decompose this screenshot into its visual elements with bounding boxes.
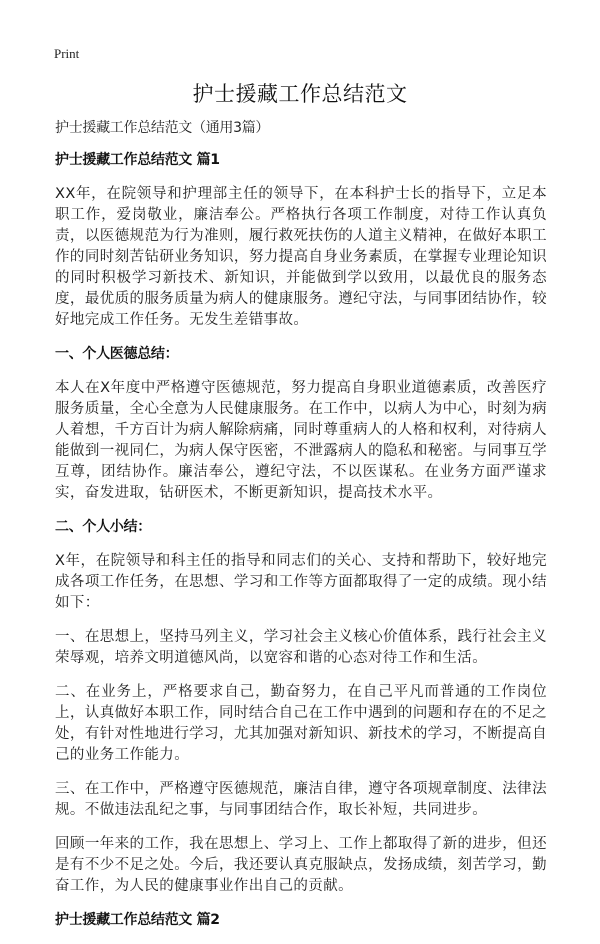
document-subtitle: 护士援藏工作总结范文（通用3篇） <box>55 120 270 136</box>
paragraph: 回顾一年来的工作，我在思想上、学习上、工作上都取得了新的进步，但还是有不少不足之处。今后，我还要认真克服缺点，发扬成绩，刻苦学习，勤奋工作，为人民的健康事业作出自己的贡献。 <box>55 836 547 894</box>
paragraph: 二、在业务上，严格要求自己，勤奋努力，在自己平凡而普通的工作岗位上，认真做好本职工作，同时结合自己在工作中遇到的问题和存在的不足之处，有针对性地进行学习，尤其加强对新知识、新技术的学习，不断提高自己的业务工作能力。 <box>55 684 547 763</box>
section-heading: 护士援藏工作总结范文 篇2 <box>55 912 220 928</box>
document-body <box>55 118 547 944</box>
part-heading: 一、个人医德总结： <box>55 346 179 362</box>
print-label[interactable]: Print <box>54 46 80 61</box>
part-medical-ethics <box>55 344 547 504</box>
paragraph: 一、在思想上，坚持马列主义，学习社会主义核心价值体系，践行社会主义荣辱观，培养文明道德风尚，以宽容和谐的心态对待工作和生活。 <box>55 629 547 666</box>
paragraph: X年，在院领导和科主任的指导和同志们的关心、支持和帮助下，较好地完成各项工作任务，在思想、学习和工作等方面都取得了一定的成绩。现小结如下： <box>55 553 547 611</box>
section-intro-paragraph: XX年，在院领导和护理部主任的领导下，在本科护士长的指导下，立足本职工作，爱岗敬业，廉洁奉公。严格执行各项工作制度，对待工作认真负责，以医德规范为行为准则，履行救死扶伤的人道主义精神，在做好本职工作的同时刻苦钻研业务知识，努力提高自身业务素质，在掌握专业理论知识的同时积极学习新技术、新知识，并能做到学以致用，以最优良的服务态度，最优质的服务质量为病人的健康服务。遵纪守法，与同事团结协作，较好地完成工作任务。无发生差错事故。 <box>55 186 547 328</box>
section-2 <box>55 910 547 930</box>
paragraph: 三、在工作中，严格遵守医德规范，廉洁自律，遵守各项规章制度、法律法规。不做违法乱纪之事，与同事团结合作，取长补短，共同进步。 <box>55 781 547 818</box>
section-heading: 护士援藏工作总结范文 篇1 <box>55 152 220 168</box>
part-heading: 二、个人小结： <box>55 519 151 535</box>
paragraph: 本人在X年度中严格遵守医德规范，努力提高自身职业道德素质，改善医疗服务质量，全心全意为人民健康服务。在工作中，以病人为中心，时刻为病人着想，千方百计为病人解除病痛，同时尊重病人的人格和权利，对待病人能做到一视同仁，为病人保守医密，不泄露病人的隐私和秘密。与同事互学互尊，团结协作。廉洁奉公，遵纪守法，不以医谋私。在业务方面严谨求实，奋发进取，钻研医术，不断更新知识，提高技术水平。 <box>55 380 547 501</box>
page-title: 护士援藏工作总结范文 <box>192 82 408 106</box>
section-1 <box>55 150 547 897</box>
part-personal-summary <box>55 517 547 897</box>
